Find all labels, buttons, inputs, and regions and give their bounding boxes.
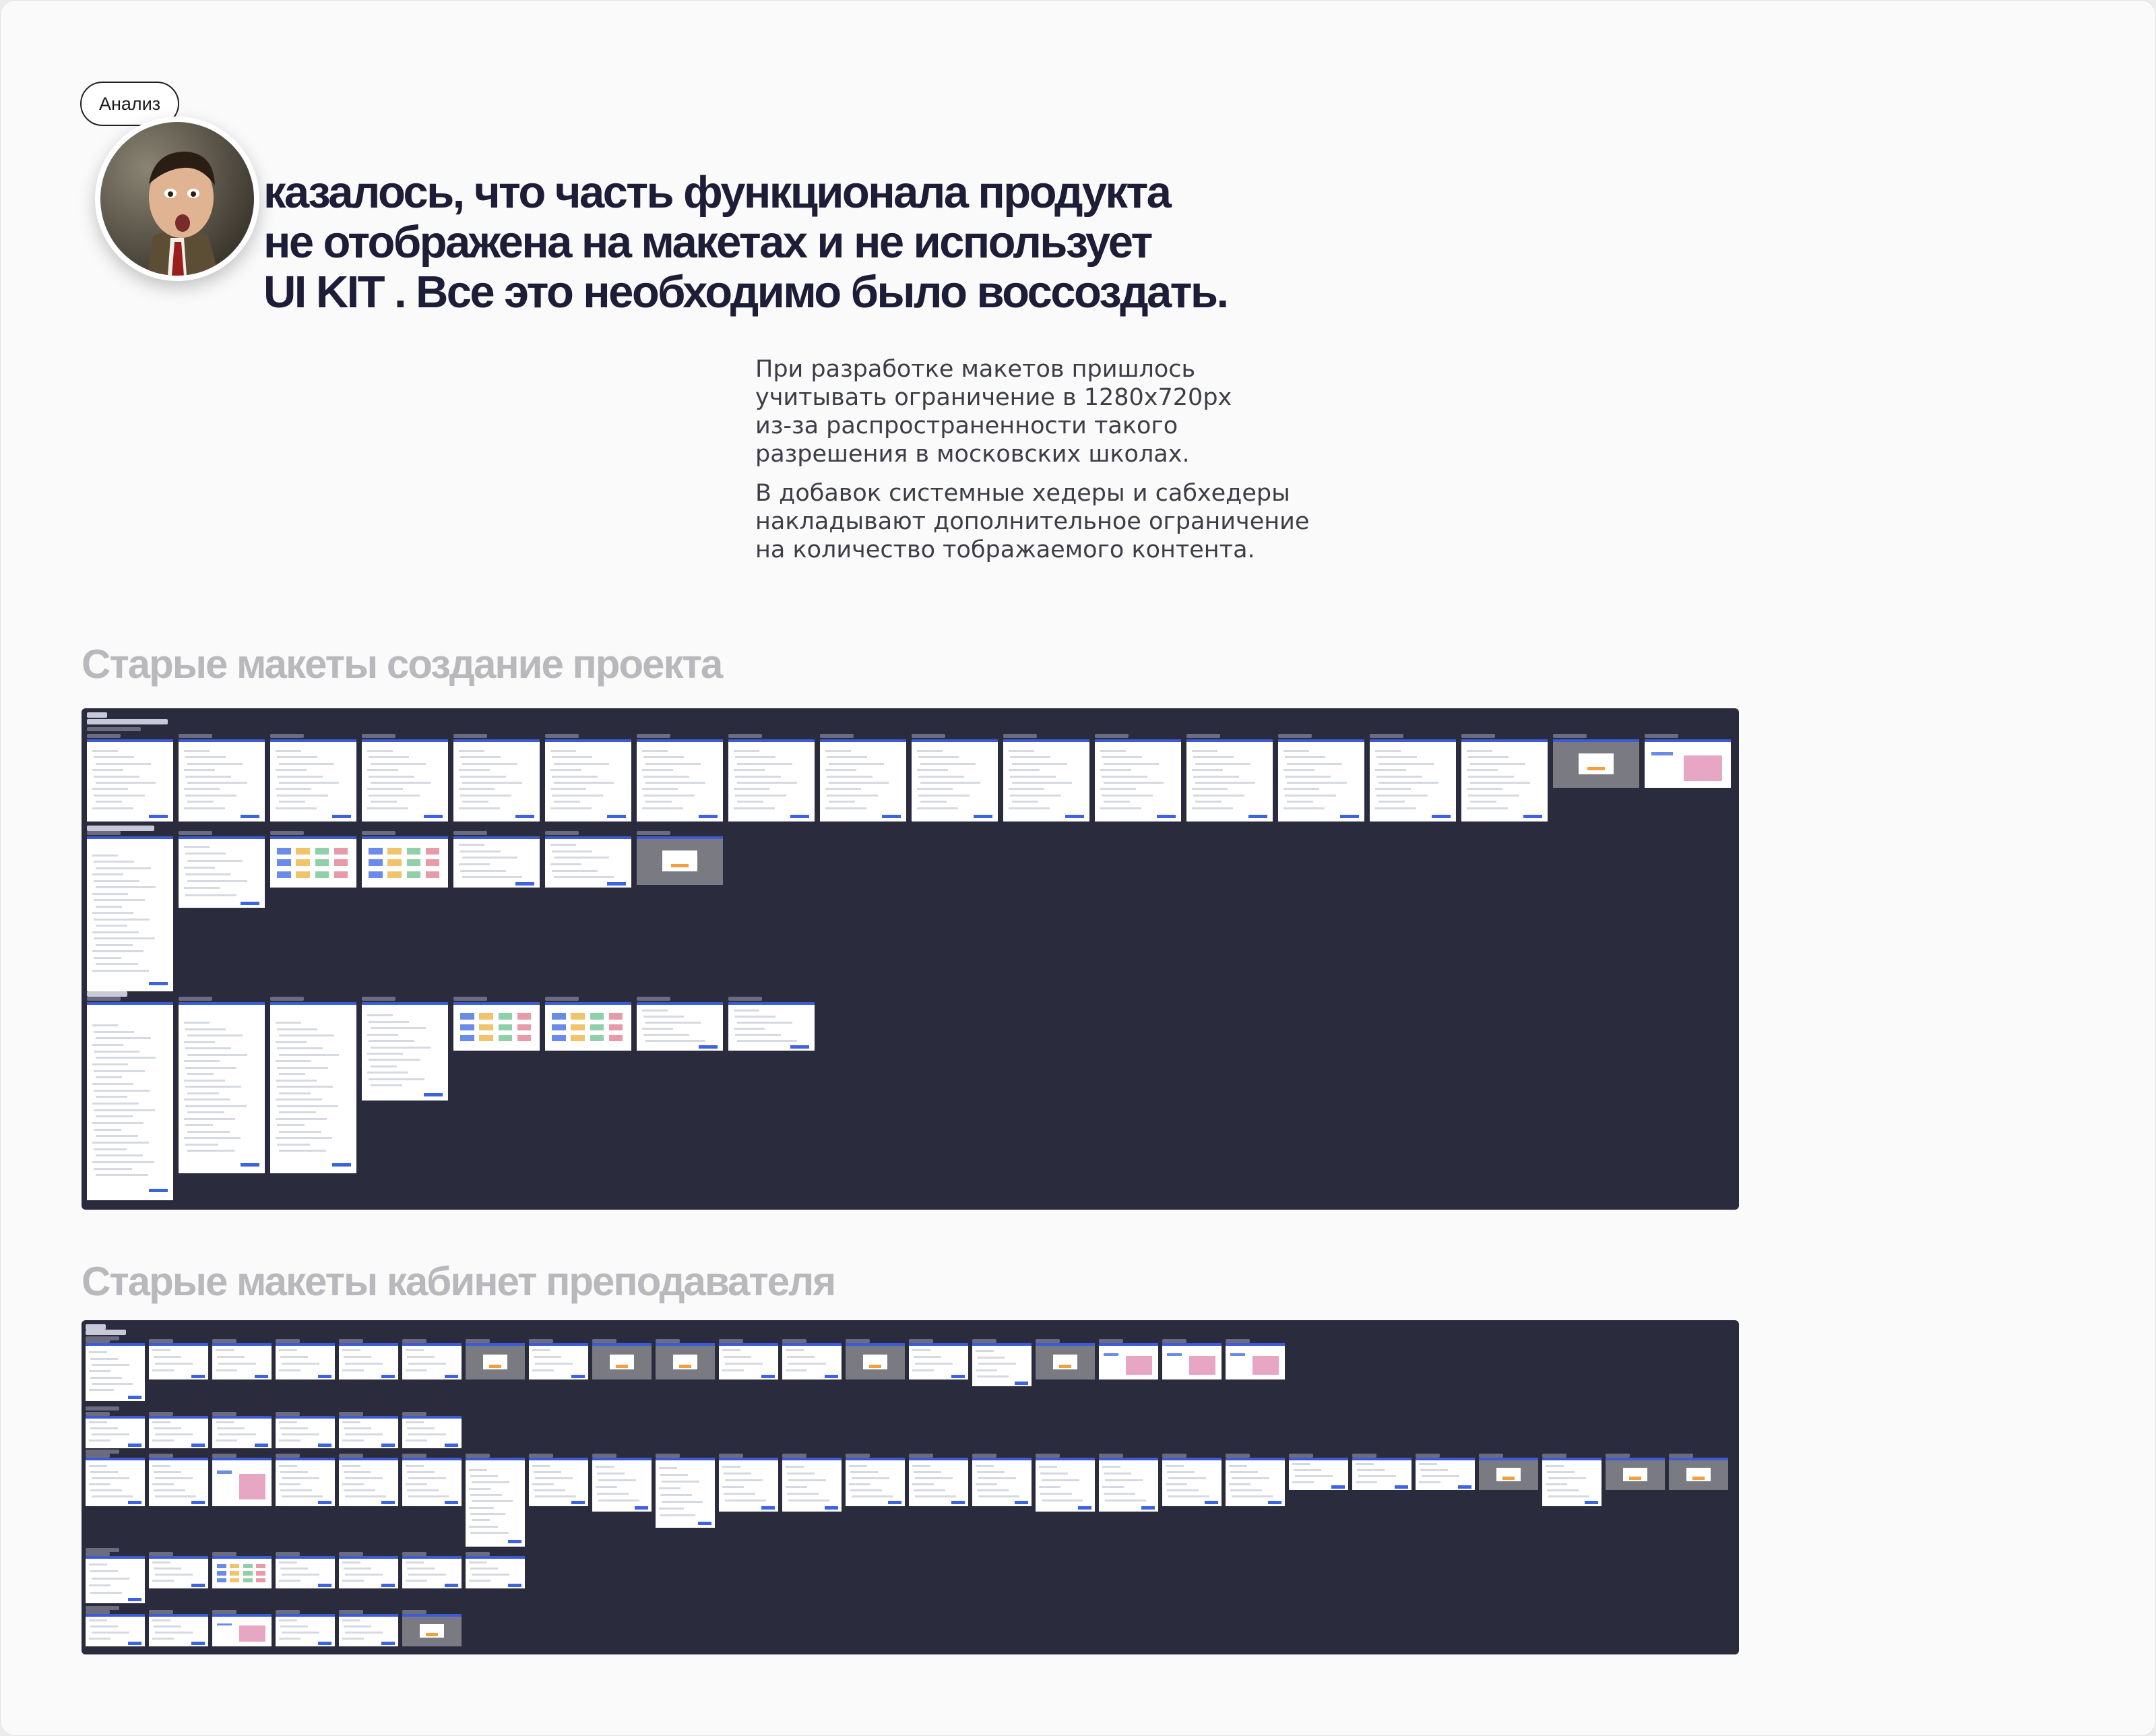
- mockup-thumbnail: [1036, 1343, 1095, 1380]
- mockup-thumbnail: [466, 1458, 525, 1547]
- mockup-thumbnail: [339, 1556, 398, 1588]
- mockup-thumbnail: [402, 1614, 462, 1646]
- mockup-thumbnail: [276, 1614, 335, 1646]
- mockup-thumbnail: [972, 1458, 1032, 1506]
- mockup-thumbnail: [1352, 1458, 1412, 1490]
- mockup-thumbnail: [212, 1458, 272, 1506]
- mockup-thumbnail: [87, 836, 173, 991]
- avatar: [95, 117, 259, 281]
- mockup-thumbnail: [1669, 1458, 1728, 1490]
- mockup-thumbnail: [179, 1002, 265, 1173]
- frame-label: [545, 831, 579, 835]
- frame-label: [728, 734, 762, 738]
- mockup-thumbnail: [87, 1002, 173, 1200]
- mockup-thumbnail: [1542, 1458, 1602, 1506]
- frame-label: [1645, 734, 1678, 738]
- headline-line-3: UI KIT . Все это необходимо было воссоздать.: [263, 267, 1228, 317]
- mockup-thumbnail: [149, 1343, 208, 1380]
- frame-label: [453, 734, 487, 738]
- mockup-thumbnail: [656, 1343, 715, 1380]
- mockup-thumbnail: [86, 1343, 145, 1401]
- frame-label: [179, 831, 212, 835]
- frame-label: [362, 734, 395, 738]
- mockup-thumbnail: [179, 836, 265, 908]
- mockup-thumbnail: [719, 1343, 778, 1380]
- mockups-board-project-creation: [82, 708, 1739, 1210]
- mockup-thumbnail: [86, 1416, 145, 1448]
- frame-label: [637, 997, 670, 1001]
- frame-label: [86, 1406, 119, 1410]
- headline: [263, 168, 1228, 317]
- mockup-thumbnail: [1162, 1458, 1222, 1506]
- mockup-thumbnail: [212, 1343, 272, 1380]
- section-title-project-creation: Старые макеты создание проекта: [82, 642, 722, 687]
- mockup-thumbnail: [362, 739, 448, 822]
- mockup-thumbnail: [402, 1416, 462, 1448]
- mockup-thumbnail: [276, 1343, 335, 1380]
- frame-label: [545, 734, 579, 738]
- mockup-thumbnail: [782, 1458, 842, 1512]
- frame-label: [728, 997, 762, 1001]
- mockup-thumbnail: [529, 1458, 588, 1506]
- mockup-thumbnail: [592, 1343, 652, 1380]
- mockup-thumbnail: [1370, 739, 1456, 822]
- mockup-thumbnail: [276, 1458, 335, 1506]
- mockup-thumbnail: [149, 1416, 208, 1448]
- mockup-thumbnail: [339, 1416, 398, 1448]
- mockup-thumbnail: [86, 1614, 145, 1646]
- mockup-thumbnail: [1186, 739, 1273, 822]
- mockup-thumbnail: [1226, 1458, 1285, 1506]
- mockup-thumbnail: [362, 836, 448, 888]
- frame-label: [453, 997, 487, 1001]
- frame-label: [86, 1324, 106, 1330]
- frame-label: [270, 831, 304, 835]
- description-paragraph-1: При разработке макетов пришлось учитывать ограничение в 1280x720px из-за распространенности такого разрешения в московских школах.: [755, 356, 1232, 468]
- mockup-thumbnail: [637, 836, 723, 885]
- mockup-thumbnail: [149, 1614, 208, 1646]
- mockup-thumbnail: [270, 739, 356, 822]
- mockup-thumbnail: [1099, 1458, 1158, 1512]
- mockup-thumbnail: [453, 836, 540, 888]
- headline-line-1: казалось, что часть функционала продукта: [263, 167, 1170, 218]
- frame-label: [820, 734, 854, 738]
- mockup-thumbnail: [179, 739, 265, 822]
- mockup-thumbnail: [1099, 1343, 1158, 1380]
- mockup-thumbnail: [402, 1343, 462, 1380]
- mockup-thumbnail: [212, 1556, 272, 1588]
- frame-label: [270, 997, 304, 1001]
- frame-label: [87, 997, 121, 1001]
- frame-label: [87, 727, 141, 731]
- frame-label: [270, 734, 304, 738]
- mockup-thumbnail: [1003, 739, 1089, 822]
- frame-label: [637, 831, 670, 835]
- mockup-thumbnail: [339, 1458, 398, 1506]
- frame-label: [87, 719, 168, 724]
- mockup-thumbnail: [637, 1002, 723, 1051]
- mockup-thumbnail: [466, 1556, 525, 1588]
- mockup-thumbnail: [1606, 1458, 1665, 1490]
- mockup-thumbnail: [1645, 739, 1731, 788]
- mockup-thumbnail: [1553, 739, 1639, 788]
- frame-label: [1370, 734, 1403, 738]
- mockup-thumbnail: [453, 1002, 540, 1051]
- mockup-thumbnail: [1461, 739, 1548, 822]
- frame-label: [1003, 734, 1037, 738]
- description: [755, 355, 1362, 575]
- mockup-thumbnail: [637, 739, 723, 822]
- mockup-thumbnail: [1095, 739, 1181, 822]
- mockup-thumbnail: [820, 739, 906, 822]
- mockup-thumbnail: [339, 1343, 398, 1380]
- frame-label: [87, 831, 121, 835]
- mockup-thumbnail: [270, 1002, 356, 1173]
- mockup-thumbnail: [270, 836, 356, 888]
- mockup-thumbnail: [909, 1458, 968, 1506]
- mockup-thumbnail: [402, 1556, 462, 1588]
- frame-label: [87, 826, 154, 831]
- mockup-thumbnail: [276, 1416, 335, 1448]
- frame-label: [179, 734, 212, 738]
- frame-label: [1461, 734, 1495, 738]
- frame-label: [545, 997, 579, 1001]
- frame-label: [87, 734, 121, 738]
- mockup-thumbnail: [1162, 1343, 1222, 1380]
- mockup-thumbnail: [402, 1458, 462, 1506]
- mockup-thumbnail: [87, 739, 173, 822]
- mockup-thumbnail: [1226, 1343, 1285, 1380]
- frame-label: [1553, 734, 1587, 738]
- mockups-board-teacher-cabinet: [82, 1320, 1739, 1654]
- mockup-thumbnail: [656, 1458, 715, 1528]
- mockup-thumbnail: [545, 739, 631, 822]
- mockup-thumbnail: [466, 1343, 525, 1380]
- mockup-thumbnail: [212, 1416, 272, 1448]
- mockup-thumbnail: [846, 1458, 905, 1506]
- mockup-thumbnail: [529, 1343, 588, 1380]
- frame-label: [179, 997, 212, 1001]
- mockup-thumbnail: [1036, 1458, 1095, 1512]
- frame-label: [87, 712, 107, 718]
- frame-label: [362, 831, 395, 835]
- mockup-thumbnail: [149, 1556, 208, 1588]
- headline-line-2: не отображена на макетах и не использует: [263, 217, 1151, 268]
- mockup-thumbnail: [728, 739, 815, 822]
- mockup-thumbnail: [1289, 1458, 1348, 1490]
- mockup-thumbnail: [909, 1343, 968, 1380]
- section-title-teacher-cabinet: Старые макеты кабинет преподавателя: [82, 1259, 835, 1304]
- mockup-thumbnail: [1278, 739, 1364, 822]
- mockup-thumbnail: [1479, 1458, 1538, 1490]
- description-paragraph-2: В добавок системные хедеры и сабхедеры накладывают дополнительное ограничение на количество тображаемого контента.: [755, 480, 1310, 563]
- frame-label: [86, 1330, 126, 1335]
- mockup-thumbnail: [545, 836, 631, 888]
- mockup-thumbnail: [719, 1458, 778, 1512]
- person-photo-avatar-icon: [100, 122, 254, 276]
- mockup-thumbnail: [1416, 1458, 1475, 1490]
- frame-label: [1186, 734, 1220, 738]
- mockup-thumbnail: [339, 1614, 398, 1646]
- mockup-thumbnail: [728, 1002, 815, 1051]
- mockup-thumbnail: [846, 1343, 905, 1380]
- mockup-thumbnail: [212, 1614, 272, 1646]
- mockup-thumbnail: [972, 1343, 1032, 1386]
- frame-label: [1278, 734, 1312, 738]
- mockup-thumbnail: [86, 1458, 145, 1506]
- frame-label: [362, 997, 395, 1001]
- mockup-thumbnail: [592, 1458, 652, 1512]
- mockup-thumbnail: [912, 739, 998, 822]
- section-tag: Анализ: [80, 82, 179, 126]
- mockup-thumbnail: [782, 1343, 842, 1380]
- mockup-thumbnail: [362, 1002, 448, 1100]
- mockup-thumbnail: [149, 1458, 208, 1506]
- mockup-thumbnail: [276, 1556, 335, 1588]
- mockup-thumbnail: [86, 1556, 145, 1603]
- frame-label: [453, 831, 487, 835]
- frame-label: [637, 734, 670, 738]
- frame-label: [87, 991, 127, 997]
- mockup-thumbnail: [545, 1002, 631, 1051]
- frame-label: [1095, 734, 1129, 738]
- mockup-thumbnail: [453, 739, 540, 822]
- frame-label: [912, 734, 945, 738]
